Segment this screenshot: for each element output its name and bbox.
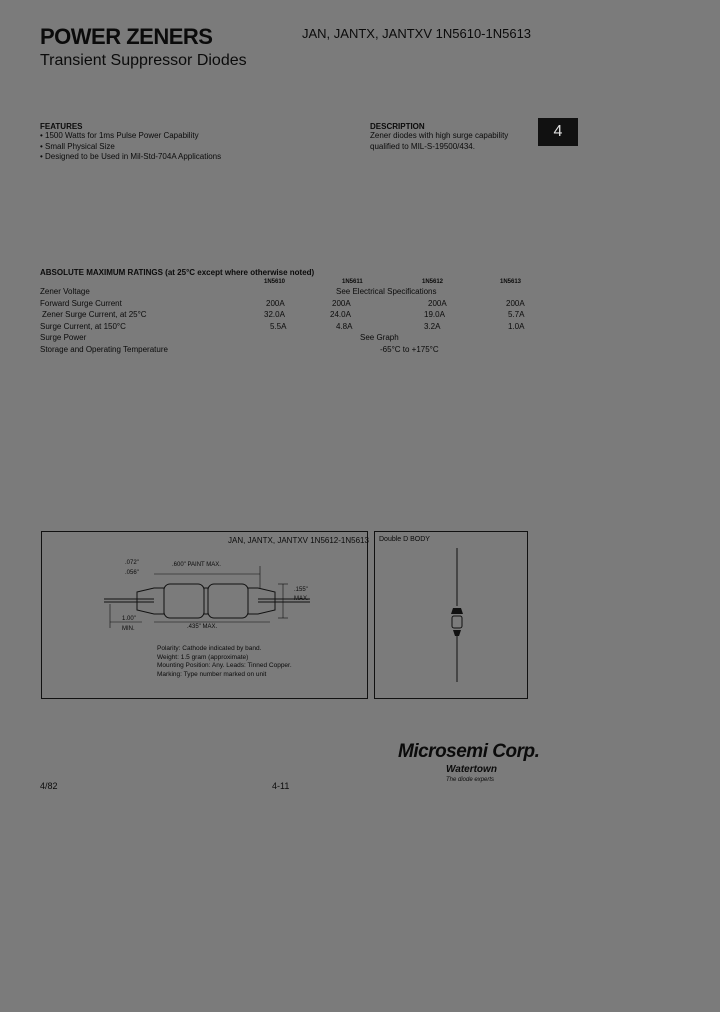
dim-body-length: .435" MAX. xyxy=(187,624,218,630)
feature-item: • Small Physical Size xyxy=(40,141,115,151)
feature-item: • 1500 Watts for 1ms Pulse Power Capability xyxy=(40,131,199,140)
dim-height-max: MAX. xyxy=(294,596,309,602)
row-label: Zener Surge Current, at 25°C xyxy=(42,310,147,319)
description-text-2: qualified to MIL-S-19500/434. xyxy=(370,141,475,151)
ratings-row xyxy=(40,299,530,311)
body-box xyxy=(374,531,528,699)
row-label: Forward Surge Current xyxy=(40,298,122,308)
note-mounting: Mounting Position: Any. Leads: Tinned Copper. xyxy=(157,662,292,669)
row-label: Surge Power xyxy=(40,333,87,342)
row-value: 200A xyxy=(428,298,447,308)
ratings-title: ABSOLUTE MAXIMUM RATINGS (at 25°C except where otherwise noted) xyxy=(40,268,315,277)
page-title: POWER ZENERS xyxy=(40,24,213,49)
row-value: 32.0A xyxy=(264,310,285,319)
package-drawing-title: JAN, JANTX, JANTXV 1N5612-1N5613 xyxy=(228,536,369,545)
microsemi-logo: Microsemi Corp. xyxy=(398,741,540,762)
row-label: Zener Voltage xyxy=(40,287,90,296)
row-value: 19.0A xyxy=(424,310,445,319)
ratings-row xyxy=(40,345,530,357)
page-subtitle: Transient Suppressor Diodes xyxy=(40,52,247,69)
package-notes xyxy=(157,645,357,679)
row-value: 24.0A xyxy=(330,310,351,319)
row-value: 200A xyxy=(332,298,351,308)
row-span-value: See Electrical Specifications xyxy=(336,287,437,296)
ratings-row xyxy=(40,310,530,322)
ratings-row xyxy=(40,322,530,334)
logo-tagline: The diode experts xyxy=(446,777,495,783)
row-value: 200A xyxy=(506,298,525,308)
features-section xyxy=(40,122,290,163)
note-weight: Weight: 1.5 gram (approximate) xyxy=(157,653,249,661)
ratings-row xyxy=(40,333,530,345)
section-tab-number: 4 xyxy=(553,123,563,140)
dim-height: .155" xyxy=(294,587,308,593)
body-box-title: Double D BODY xyxy=(379,536,430,543)
row-value: 5.7A xyxy=(508,310,525,319)
description-heading: DESCRIPTION xyxy=(370,122,425,131)
column-header: 1N5612 xyxy=(422,279,444,285)
row-span-value: -65°C to +175°C xyxy=(380,344,439,354)
dim-lead-length: 1.00" xyxy=(122,616,136,622)
row-value: 5.5A xyxy=(270,321,287,331)
dim-lead-length-min: MIN. xyxy=(122,626,135,632)
package-drawing-box xyxy=(41,531,368,699)
logo-location: Watertown xyxy=(446,764,497,775)
note-marking: Marking: Type number marked on unit xyxy=(157,670,267,678)
footer-date: 4/82 xyxy=(40,781,58,791)
column-header: 1N5613 xyxy=(500,279,522,285)
ratings-header-row xyxy=(40,277,530,287)
dim-lead-diameter-min: .056" xyxy=(125,570,139,576)
row-value: 200A xyxy=(266,298,285,308)
row-value: 1.0A xyxy=(508,321,525,331)
features-heading: FEATURES xyxy=(40,122,83,131)
description-text-1: Zener diodes with high surge capability xyxy=(370,131,509,140)
row-label: Surge Current, at 150°C xyxy=(40,321,126,331)
column-header: 1N5611 xyxy=(342,279,363,285)
row-value: 4.8A xyxy=(336,321,353,331)
footer-page-number: 4-11 xyxy=(272,781,290,791)
ratings-row xyxy=(40,287,530,299)
dim-paint: .600" PAINT MAX. xyxy=(172,562,221,568)
features-list xyxy=(40,131,290,163)
note-polarity: Polarity: Cathode indicated by band. xyxy=(157,645,262,652)
row-span-value: See Graph xyxy=(360,333,399,342)
body-outline-drawing xyxy=(375,532,527,698)
feature-item: • Designed to be Used in Mil-Std-704A Applications xyxy=(40,152,222,161)
row-value: 3.2A xyxy=(424,321,441,331)
description-section xyxy=(370,122,530,152)
dim-lead-diameter: .072" xyxy=(125,560,139,566)
column-header: 1N5610 xyxy=(264,279,286,285)
row-label: Storage and Operating Temperature xyxy=(40,344,168,354)
section-tab xyxy=(538,118,578,146)
ratings-table xyxy=(40,268,530,356)
part-numbers: JAN, JANTX, JANTXV 1N5610-1N5613 xyxy=(302,26,532,41)
